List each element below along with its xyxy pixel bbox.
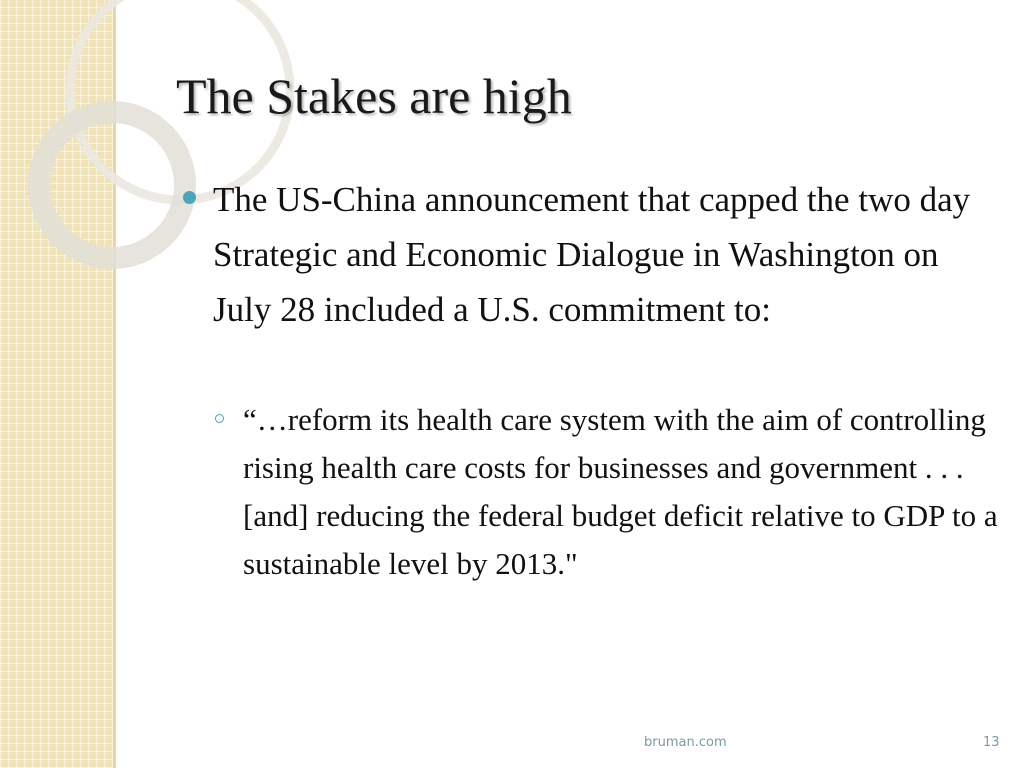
sub-bullet-ring-icon (215, 414, 224, 423)
sub-bullet-item (215, 396, 1005, 588)
slide-title: The Stakes are high (176, 68, 572, 124)
footer-text: bruman.com (644, 735, 727, 750)
decorative-rings (0, 0, 200, 300)
sub-bullet-text: “…reform its health care system with the aim of controlling rising health care costs for businesses and government . . . [and] reducing the federal budget deficit relative to GDP to a sustainable level by 2013." (243, 402, 998, 581)
bullet-text: The US-China announcement that capped the two day Strategic and Economic Dialogue in Washington on July 28 included a U.S. commitment to: (213, 180, 971, 329)
bullet-item (183, 172, 993, 337)
ring-small (39, 112, 185, 258)
bullet-dot-icon (183, 191, 196, 204)
page-number: 13 (983, 735, 1000, 750)
